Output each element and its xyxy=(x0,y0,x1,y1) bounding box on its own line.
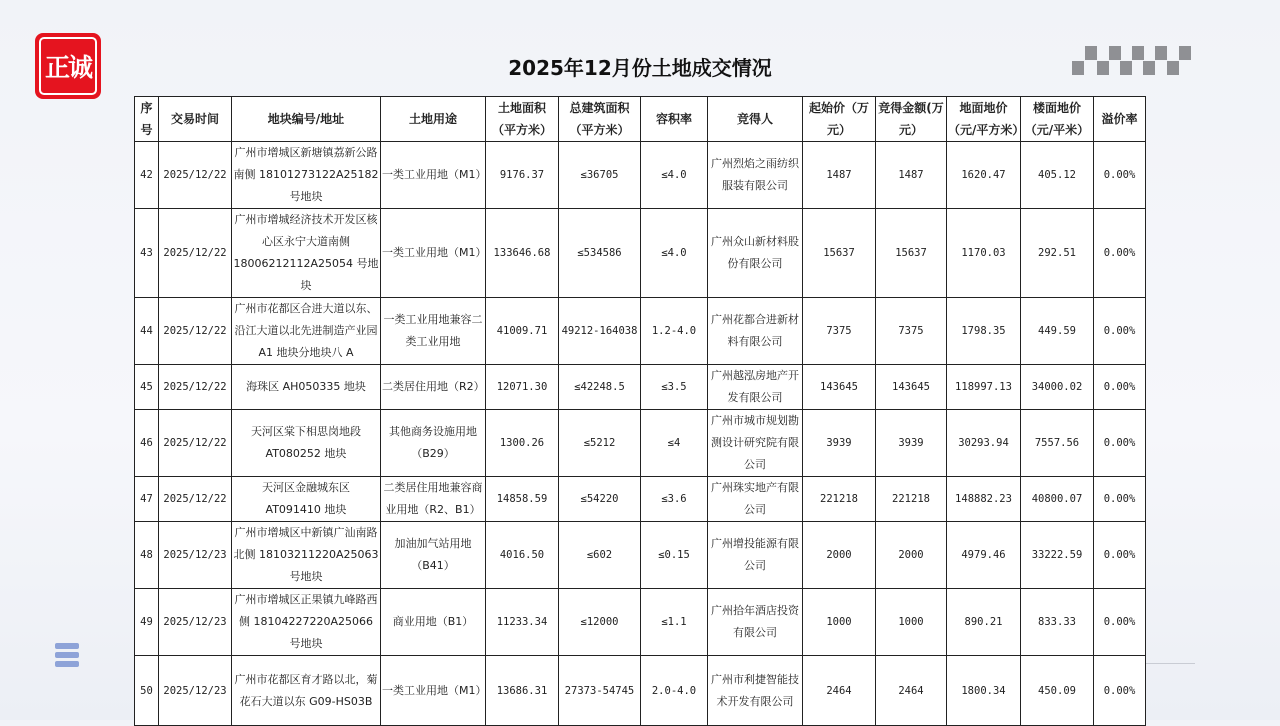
cell-index: 43 xyxy=(135,209,159,298)
logo-text: 正诚 xyxy=(39,37,97,95)
cell-land-price: 1170.03 xyxy=(947,209,1021,298)
cell-date: 2025/12/22 xyxy=(159,298,232,365)
cell-floor-area: ≤602 xyxy=(559,522,641,589)
cell-premium-rate: 0.00% xyxy=(1094,365,1146,410)
cell-floor-area: 27373-54745 xyxy=(559,656,641,726)
cell-land-area: 12071.30 xyxy=(486,365,559,410)
cell-land-price: 30293.94 xyxy=(947,410,1021,477)
cell-start-price: 1487 xyxy=(803,142,876,209)
cell-premium-rate: 0.00% xyxy=(1094,142,1146,209)
cell-premium-rate: 0.00% xyxy=(1094,410,1146,477)
cell-land-price: 1798.35 xyxy=(947,298,1021,365)
cell-land-use: 加油加气站用地（B41） xyxy=(381,522,486,589)
cell-floor-area: ≤54220 xyxy=(559,477,641,522)
table-row xyxy=(135,522,1146,589)
cell-plot-ratio: ≤4.0 xyxy=(641,142,708,209)
cell-date: 2025/12/22 xyxy=(159,142,232,209)
cell-land-price: 4979.46 xyxy=(947,522,1021,589)
cell-start-price: 3939 xyxy=(803,410,876,477)
cell-date: 2025/12/23 xyxy=(159,656,232,726)
menu-icon[interactable] xyxy=(55,643,79,670)
header-premium-rate: 溢价率 xyxy=(1094,97,1146,142)
divider xyxy=(1145,663,1195,664)
header-date: 交易时间 xyxy=(159,97,232,142)
cell-index: 42 xyxy=(135,142,159,209)
header-land-price: 地面地价（元/平方米） xyxy=(947,97,1021,142)
cell-date: 2025/12/22 xyxy=(159,365,232,410)
cell-land-price: 1800.34 xyxy=(947,656,1021,726)
table-row xyxy=(135,209,1146,298)
header-plot-ratio: 容积率 xyxy=(641,97,708,142)
cell-winner: 广州众山新材料股份有限公司 xyxy=(708,209,803,298)
cell-parcel-address: 海珠区 AH050335 地块 xyxy=(232,365,381,410)
cell-index: 44 xyxy=(135,298,159,365)
cell-winner: 广州市利捷智能技术开发有限公司 xyxy=(708,656,803,726)
cell-land-area: 4016.50 xyxy=(486,522,559,589)
header-deal-price: 竞得金额(万元） xyxy=(876,97,947,142)
cell-deal-price: 1000 xyxy=(876,589,947,656)
cell-land-area: 41009.71 xyxy=(486,298,559,365)
header-winner: 竞得人 xyxy=(708,97,803,142)
cell-floor-area: ≤5212 xyxy=(559,410,641,477)
page-title: 2025年12月份土地成交情况 xyxy=(508,56,772,80)
cell-premium-rate: 0.00% xyxy=(1094,589,1146,656)
cell-winner: 广州烈焰之雨纺织服装有限公司 xyxy=(708,142,803,209)
cell-land-area: 133646.68 xyxy=(486,209,559,298)
cell-parcel-address: 广州市增城区新塘镇荔新公路南侧 18101273122A25182 号地块 xyxy=(232,142,381,209)
cell-land-area: 14858.59 xyxy=(486,477,559,522)
cell-plot-ratio: 2.0-4.0 xyxy=(641,656,708,726)
cell-parcel-address: 广州市增城经济技术开发区核心区永宁大道南侧 18006212112A25054 号地块 xyxy=(232,209,381,298)
cell-start-price: 1000 xyxy=(803,589,876,656)
header-start-price: 起始价（万元） xyxy=(803,97,876,142)
table-row xyxy=(135,589,1146,656)
cell-land-use: 其他商务设施用地（B29） xyxy=(381,410,486,477)
cell-date: 2025/12/22 xyxy=(159,209,232,298)
cell-deal-price: 1487 xyxy=(876,142,947,209)
cell-parcel-address: 天河区棠下相思岗地段 AT080252 地块 xyxy=(232,410,381,477)
cell-floor-price: 450.09 xyxy=(1021,656,1094,726)
table-header-row xyxy=(135,97,1146,142)
land-transactions-table-container[interactable] xyxy=(134,96,1146,708)
table-row xyxy=(135,656,1146,726)
cell-deal-price: 2464 xyxy=(876,656,947,726)
cell-floor-price: 40800.07 xyxy=(1021,477,1094,522)
header-index: 序号 xyxy=(135,97,159,142)
cell-winner: 广州珠实地产有限公司 xyxy=(708,477,803,522)
cell-floor-area: 49212-164038 xyxy=(559,298,641,365)
cell-deal-price: 221218 xyxy=(876,477,947,522)
cell-index: 50 xyxy=(135,656,159,726)
header-land-area: 土地面积（平方米） xyxy=(486,97,559,142)
cell-land-use: 一类工业用地兼容二类工业用地 xyxy=(381,298,486,365)
cell-land-area: 13686.31 xyxy=(486,656,559,726)
cell-land-use: 商业用地（B1） xyxy=(381,589,486,656)
cell-land-area: 1300.26 xyxy=(486,410,559,477)
cell-plot-ratio: ≤3.6 xyxy=(641,477,708,522)
cell-parcel-address: 广州市增城区中新镇广汕南路北侧 18103211220A25063 号地块 xyxy=(232,522,381,589)
cell-plot-ratio: ≤1.1 xyxy=(641,589,708,656)
cell-start-price: 2000 xyxy=(803,522,876,589)
cell-plot-ratio: ≤0.15 xyxy=(641,522,708,589)
header-land-use: 土地用途 xyxy=(381,97,486,142)
cell-winner: 广州市城市规划勘测设计研究院有限公司 xyxy=(708,410,803,477)
cell-premium-rate: 0.00% xyxy=(1094,209,1146,298)
cell-land-price: 148882.23 xyxy=(947,477,1021,522)
cell-parcel-address: 天河区金融城东区 AT091410 地块 xyxy=(232,477,381,522)
cell-index: 48 xyxy=(135,522,159,589)
cell-land-use: 二类居住用地兼容商业用地（R2、B1） xyxy=(381,477,486,522)
cell-parcel-address: 广州市花都区育才路以北，菊花石大道以东 G09-HS03B xyxy=(232,656,381,726)
cell-land-price: 1620.47 xyxy=(947,142,1021,209)
cell-floor-area: ≤42248.5 xyxy=(559,365,641,410)
cell-premium-rate: 0.00% xyxy=(1094,477,1146,522)
cell-floor-price: 33222.59 xyxy=(1021,522,1094,589)
cell-plot-ratio: ≤4.0 xyxy=(641,209,708,298)
header-floor-price: 楼面地价（元/平米） xyxy=(1021,97,1094,142)
table-row xyxy=(135,410,1146,477)
cell-floor-price: 449.59 xyxy=(1021,298,1094,365)
cell-start-price: 15637 xyxy=(803,209,876,298)
cell-land-use: 一类工业用地（M1） xyxy=(381,656,486,726)
cell-land-price: 890.21 xyxy=(947,589,1021,656)
cell-premium-rate: 0.00% xyxy=(1094,522,1146,589)
cell-deal-price: 143645 xyxy=(876,365,947,410)
cell-land-price: 118997.13 xyxy=(947,365,1021,410)
cell-parcel-address: 广州市花都区合进大道以东、沿江大道以北先进制造产业园 A1 地块分地块八 A xyxy=(232,298,381,365)
cell-parcel-address: 广州市增城区正果镇九峰路西侧 18104227220A25066 号地块 xyxy=(232,589,381,656)
cell-index: 46 xyxy=(135,410,159,477)
cell-floor-price: 833.33 xyxy=(1021,589,1094,656)
cell-date: 2025/12/22 xyxy=(159,410,232,477)
cell-land-use: 一类工业用地（M1） xyxy=(381,142,486,209)
cell-winner: 广州花都合进新材料有限公司 xyxy=(708,298,803,365)
cell-deal-price: 7375 xyxy=(876,298,947,365)
table-row xyxy=(135,477,1146,522)
cell-deal-price: 3939 xyxy=(876,410,947,477)
cell-land-area: 11233.34 xyxy=(486,589,559,656)
header-parcel-address: 地块编号/地址 xyxy=(232,97,381,142)
cell-winner: 广州增投能源有限公司 xyxy=(708,522,803,589)
cell-land-use: 一类工业用地（M1） xyxy=(381,209,486,298)
cell-floor-price: 7557.56 xyxy=(1021,410,1094,477)
cell-land-use: 二类居住用地（R2） xyxy=(381,365,486,410)
cell-floor-price: 34000.02 xyxy=(1021,365,1094,410)
cell-floor-price: 292.51 xyxy=(1021,209,1094,298)
cell-index: 45 xyxy=(135,365,159,410)
cell-winner: 广州越泓房地产开发有限公司 xyxy=(708,365,803,410)
table-row xyxy=(135,298,1146,365)
cell-premium-rate: 0.00% xyxy=(1094,298,1146,365)
land-transactions-table xyxy=(134,96,1146,726)
cell-start-price: 143645 xyxy=(803,365,876,410)
cell-floor-price: 405.12 xyxy=(1021,142,1094,209)
table-row xyxy=(135,142,1146,209)
cell-start-price: 7375 xyxy=(803,298,876,365)
cell-floor-area: ≤36705 xyxy=(559,142,641,209)
cell-plot-ratio: ≤3.5 xyxy=(641,365,708,410)
cell-start-price: 221218 xyxy=(803,477,876,522)
cell-plot-ratio: ≤4 xyxy=(641,410,708,477)
cell-premium-rate: 0.00% xyxy=(1094,656,1146,726)
cell-date: 2025/12/23 xyxy=(159,589,232,656)
cell-deal-price: 15637 xyxy=(876,209,947,298)
cell-index: 49 xyxy=(135,589,159,656)
cell-floor-area: ≤12000 xyxy=(559,589,641,656)
cell-index: 47 xyxy=(135,477,159,522)
header-floor-area: 总建筑面积（平方米） xyxy=(559,97,641,142)
cell-deal-price: 2000 xyxy=(876,522,947,589)
checker-decoration-icon xyxy=(1072,46,1196,75)
cell-winner: 广州拾年酒店投资有限公司 xyxy=(708,589,803,656)
cell-date: 2025/12/23 xyxy=(159,522,232,589)
cell-floor-area: ≤534586 xyxy=(559,209,641,298)
cell-start-price: 2464 xyxy=(803,656,876,726)
cell-plot-ratio: 1.2-4.0 xyxy=(641,298,708,365)
cell-land-area: 9176.37 xyxy=(486,142,559,209)
cell-date: 2025/12/22 xyxy=(159,477,232,522)
table-row xyxy=(135,365,1146,410)
